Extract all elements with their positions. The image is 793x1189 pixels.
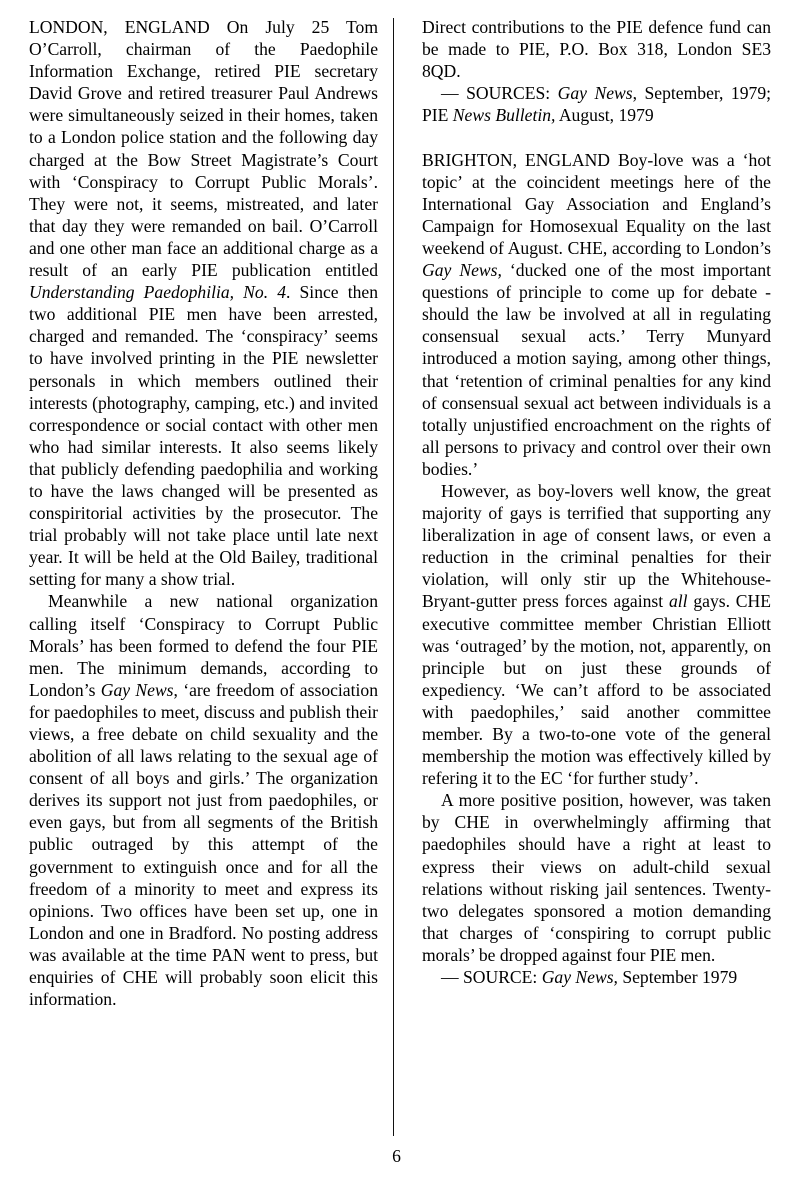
text-run: , September, 1979; PIE [422, 83, 771, 126]
right-column [422, 16, 771, 988]
text-run: August, 1979 [555, 105, 654, 126]
italic-run: News Bulletin, [452, 105, 556, 126]
text-run: A more positive position, however, was taken by CHE in overwhelmingly affirming that paedophiles should have a right at least to express their views on adult-child sexual relations without risking jail sentences. Twenty-two delegates sponsored a motion demanding that charges of ‘conspiring to corrupt public morals’ be dropped against four PIE men. [422, 790, 771, 965]
text-run: ‘ducked one of the most important questions of principle to come up for debate - should the law be involved at all in regulating consensual sexual acts.’ Terry Munyard introduced a motion saying, among other things, that ‘retention of criminal penalties for any kind of consensual sexual act between individuals is a totally unjustified encroachment on the rights of all persons to privacy and control over their own bodies.’ [422, 260, 772, 479]
paragraph-meanwhile-new-organization [29, 590, 378, 1010]
text-run: Meanwhile a new national organization calling itself ‘Conspiracy to Corrupt Public Morals’ has been formed to defend the four PIE men. The minimum demands, according to London’s [29, 591, 378, 700]
text-run: gays. CHE executive committee member Christian Elliott was ‘outraged’ by the motion, not, apparently, on principle but on just these grounds of expediency. ‘We can’t afford to be associated with paedophiles,’ said another committee member. By a two-to-one vote of the general membership the motion was effectively killed by refering it to the EC ‘for further study’. [422, 591, 771, 789]
italic-run: Gay News, [422, 260, 502, 281]
italic-run: all [668, 591, 688, 612]
paragraph-brighton-england-lead [422, 149, 771, 480]
italic-run: Gay News [557, 83, 633, 104]
paragraph-however-boy-lovers [422, 480, 771, 789]
text-run: . Since then two additional PIE men have been arrested, charged and remanded. The ‘conspiracy’ seems to have involved printing in the PIE newsletter personals in which members outlined their interests (photography, camping, etc.) and invited correspondence or social contact with other men who had similar interests. It also seems likely that publicly defending paedophilia and working to have the laws changed will be presented as conspiritorial activities by the prosecutor. The trial probably will not take place until late next year. It will be held at the Old Bailey, traditional setting for many a show trial. [29, 282, 379, 590]
two-column-body [29, 16, 771, 1126]
italic-run: Gay News [100, 679, 174, 700]
text-run: BRIGHTON, ENGLAND Boy-love was a ‘hot topic’ at the coincident meetings here of the International Gay Association and England’s Campaign for Homosexual Equality on the last weekend of August. CHE, according to London’s [422, 149, 771, 258]
text-run: — SOURCES: [441, 83, 558, 104]
paragraph-direct-contributions [422, 16, 771, 82]
page-number: 6 [392, 1146, 401, 1166]
paragraph-london-england-lead [29, 16, 378, 590]
italic-run: Understanding Paedophilia, No. 4 [29, 282, 287, 303]
text-run: LONDON, ENGLAND On July 25 Tom O’Carroll, chairman of the Paedophile Information Exchange, retired PIE secretary David Grove and retired treasurer Paul Andrews were simultaneously seized in their homes, taken to a London police station and the following day charged at the Bow Street Magistrate’s Court with ‘Conspiracy to Corrupt Public Morals’. They were not, it seems, mistreated, and later that day they were remanded on bail. O’Carroll and one other man face an additional charge as a result of an early PIE publication entitled [29, 17, 378, 281]
text-run: Direct contributions to the PIE defence fund can be made to PIE, P.O. Box 318, London SE3 8QD. [422, 17, 771, 82]
sources-credit-line-2 [422, 966, 771, 988]
italic-run: Gay News, [541, 967, 618, 988]
text-run: September 1979 [617, 967, 738, 988]
left-column [29, 16, 378, 1010]
text-run: — SOURCE: [441, 967, 542, 988]
text-run: , ‘are freedom of association for paedophiles to meet, discuss and publish their views, a free debate on child sexuality and the abolition of all laws relating to the sexual age of consent of all boys and girls.’ The organization derives its support not just from paedophiles, or even gays, but from all segments of the British public outraged by this attempt of the government to extinguish once and for all the freedom of a minority to meet and express its opinions. Two offices have been set up, one in London and one in Bradford. No posting address was available at the time PAN went to press, but enquiries of CHE will probably soon elicit this information. [29, 679, 378, 1010]
text-run: However, as boy-lovers well know, the great majority of gays is terrified that supporting any liberalization in age of consent laws, or even a reduction in the criminal penalties for their violation, will only stir up the Whitehouse-Bryant-gutter press forces against [422, 480, 771, 612]
sources-credit-line-1 [422, 82, 771, 126]
paragraph-more-positive-position [422, 789, 771, 966]
